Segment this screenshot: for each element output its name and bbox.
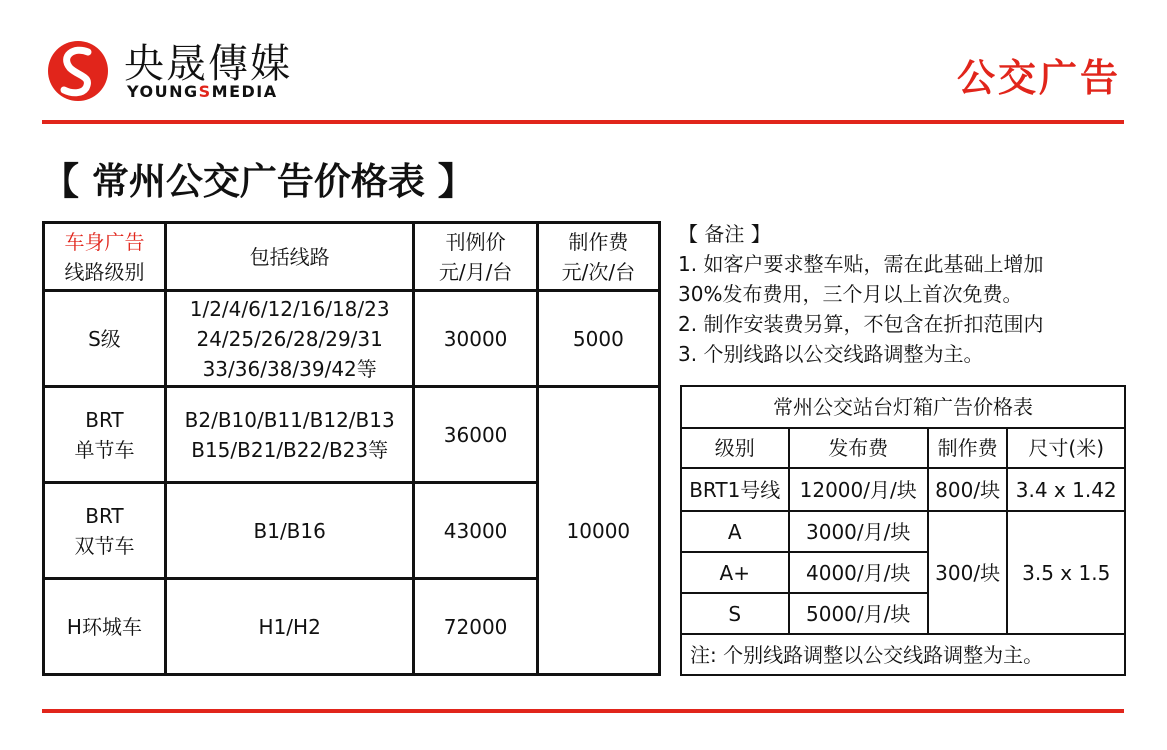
header-production-fee: 制作费 元/次/台 [537, 223, 659, 291]
side-row-publish: 4000/月/块 [789, 552, 928, 593]
table-row [44, 387, 660, 483]
side-header-production: 制作费 [928, 428, 1008, 468]
table-row [44, 291, 660, 387]
side-header-size: 尺寸(米) [1007, 428, 1125, 468]
header-tag: 公交广告 [956, 56, 1121, 100]
side-row-publish: 3000/月/块 [789, 511, 928, 552]
row-routes: B1/B16 [165, 483, 414, 579]
side-row-size: 3.4 x 1.42 [1007, 468, 1125, 511]
header-routes: 包括线路 [165, 223, 414, 291]
table-header-row [44, 223, 660, 291]
side-table-footnote: 注: 个别线路调整以公交线路调整为主。 [681, 634, 1125, 675]
side-row-publish: 5000/月/块 [789, 593, 928, 634]
notes-block [678, 219, 1138, 369]
row-level: BRT 双节车 [44, 483, 166, 579]
note-line: 3. 个别线路以公交线路调整为主。 [678, 342, 984, 366]
side-row-production-merged: 300/块 [928, 511, 1008, 634]
side-header-publish: 发布费 [789, 428, 928, 468]
side-table-row [681, 468, 1125, 511]
side-row-production: 800/块 [928, 468, 1008, 511]
brand-name-en: YOUNGSMEDIA [127, 82, 278, 101]
top-divider [42, 120, 1124, 124]
brand-name-cn: 央晟傳媒 [124, 41, 292, 87]
bus-body-price-table [42, 221, 661, 676]
row-routes: 1/2/4/6/12/16/18/23 24/25/26/28/29/31 33/36/38/39/42等 [165, 291, 414, 387]
row-level: BRT 单节车 [44, 387, 166, 483]
bottom-divider [42, 709, 1124, 713]
page-title: 【 常州公交广告价格表 】 [42, 160, 475, 203]
side-table-footnote-row [681, 634, 1125, 675]
side-row-size-merged: 3.5 x 1.5 [1007, 511, 1125, 634]
row-level: H环城车 [44, 579, 166, 675]
row-level: S级 [44, 291, 166, 387]
note-line: 1. 如客户要求整车贴，需在此基础上增加 [678, 252, 1044, 276]
side-row-level: A [681, 511, 789, 552]
side-row-level: BRT1号线 [681, 468, 789, 511]
note-line: 30%发布费用，三个月以上首次免费。 [678, 282, 1023, 306]
note-line: 2. 制作安装费另算，不包含在折扣范围内 [678, 312, 1044, 336]
header-level: 车身广告 线路级别 [44, 223, 166, 291]
notes-title: 【 备注 】 [678, 222, 771, 246]
side-table-title-row [681, 386, 1125, 428]
side-table-title: 常州公交站台灯箱广告价格表 [681, 386, 1125, 428]
side-row-publish: 12000/月/块 [789, 468, 928, 511]
side-row-level: S [681, 593, 789, 634]
brand-logo-icon [44, 38, 114, 104]
side-row-level: A+ [681, 552, 789, 593]
row-price: 43000 [414, 483, 537, 579]
side-table-row [681, 511, 1125, 552]
side-table-header-row [681, 428, 1125, 468]
side-header-level: 级别 [681, 428, 789, 468]
row-price: 72000 [414, 579, 537, 675]
row-production-fee: 5000 [537, 291, 659, 387]
row-production-fee-merged: 10000 [537, 387, 659, 675]
row-routes: B2/B10/B11/B12/B13 B15/B21/B22/B23等 [165, 387, 414, 483]
row-routes: H1/H2 [165, 579, 414, 675]
station-lightbox-price-table [680, 385, 1126, 676]
brand-logo [44, 38, 334, 104]
header-price: 刊例价 元/月/台 [414, 223, 537, 291]
row-price: 36000 [414, 387, 537, 483]
row-price: 30000 [414, 291, 537, 387]
